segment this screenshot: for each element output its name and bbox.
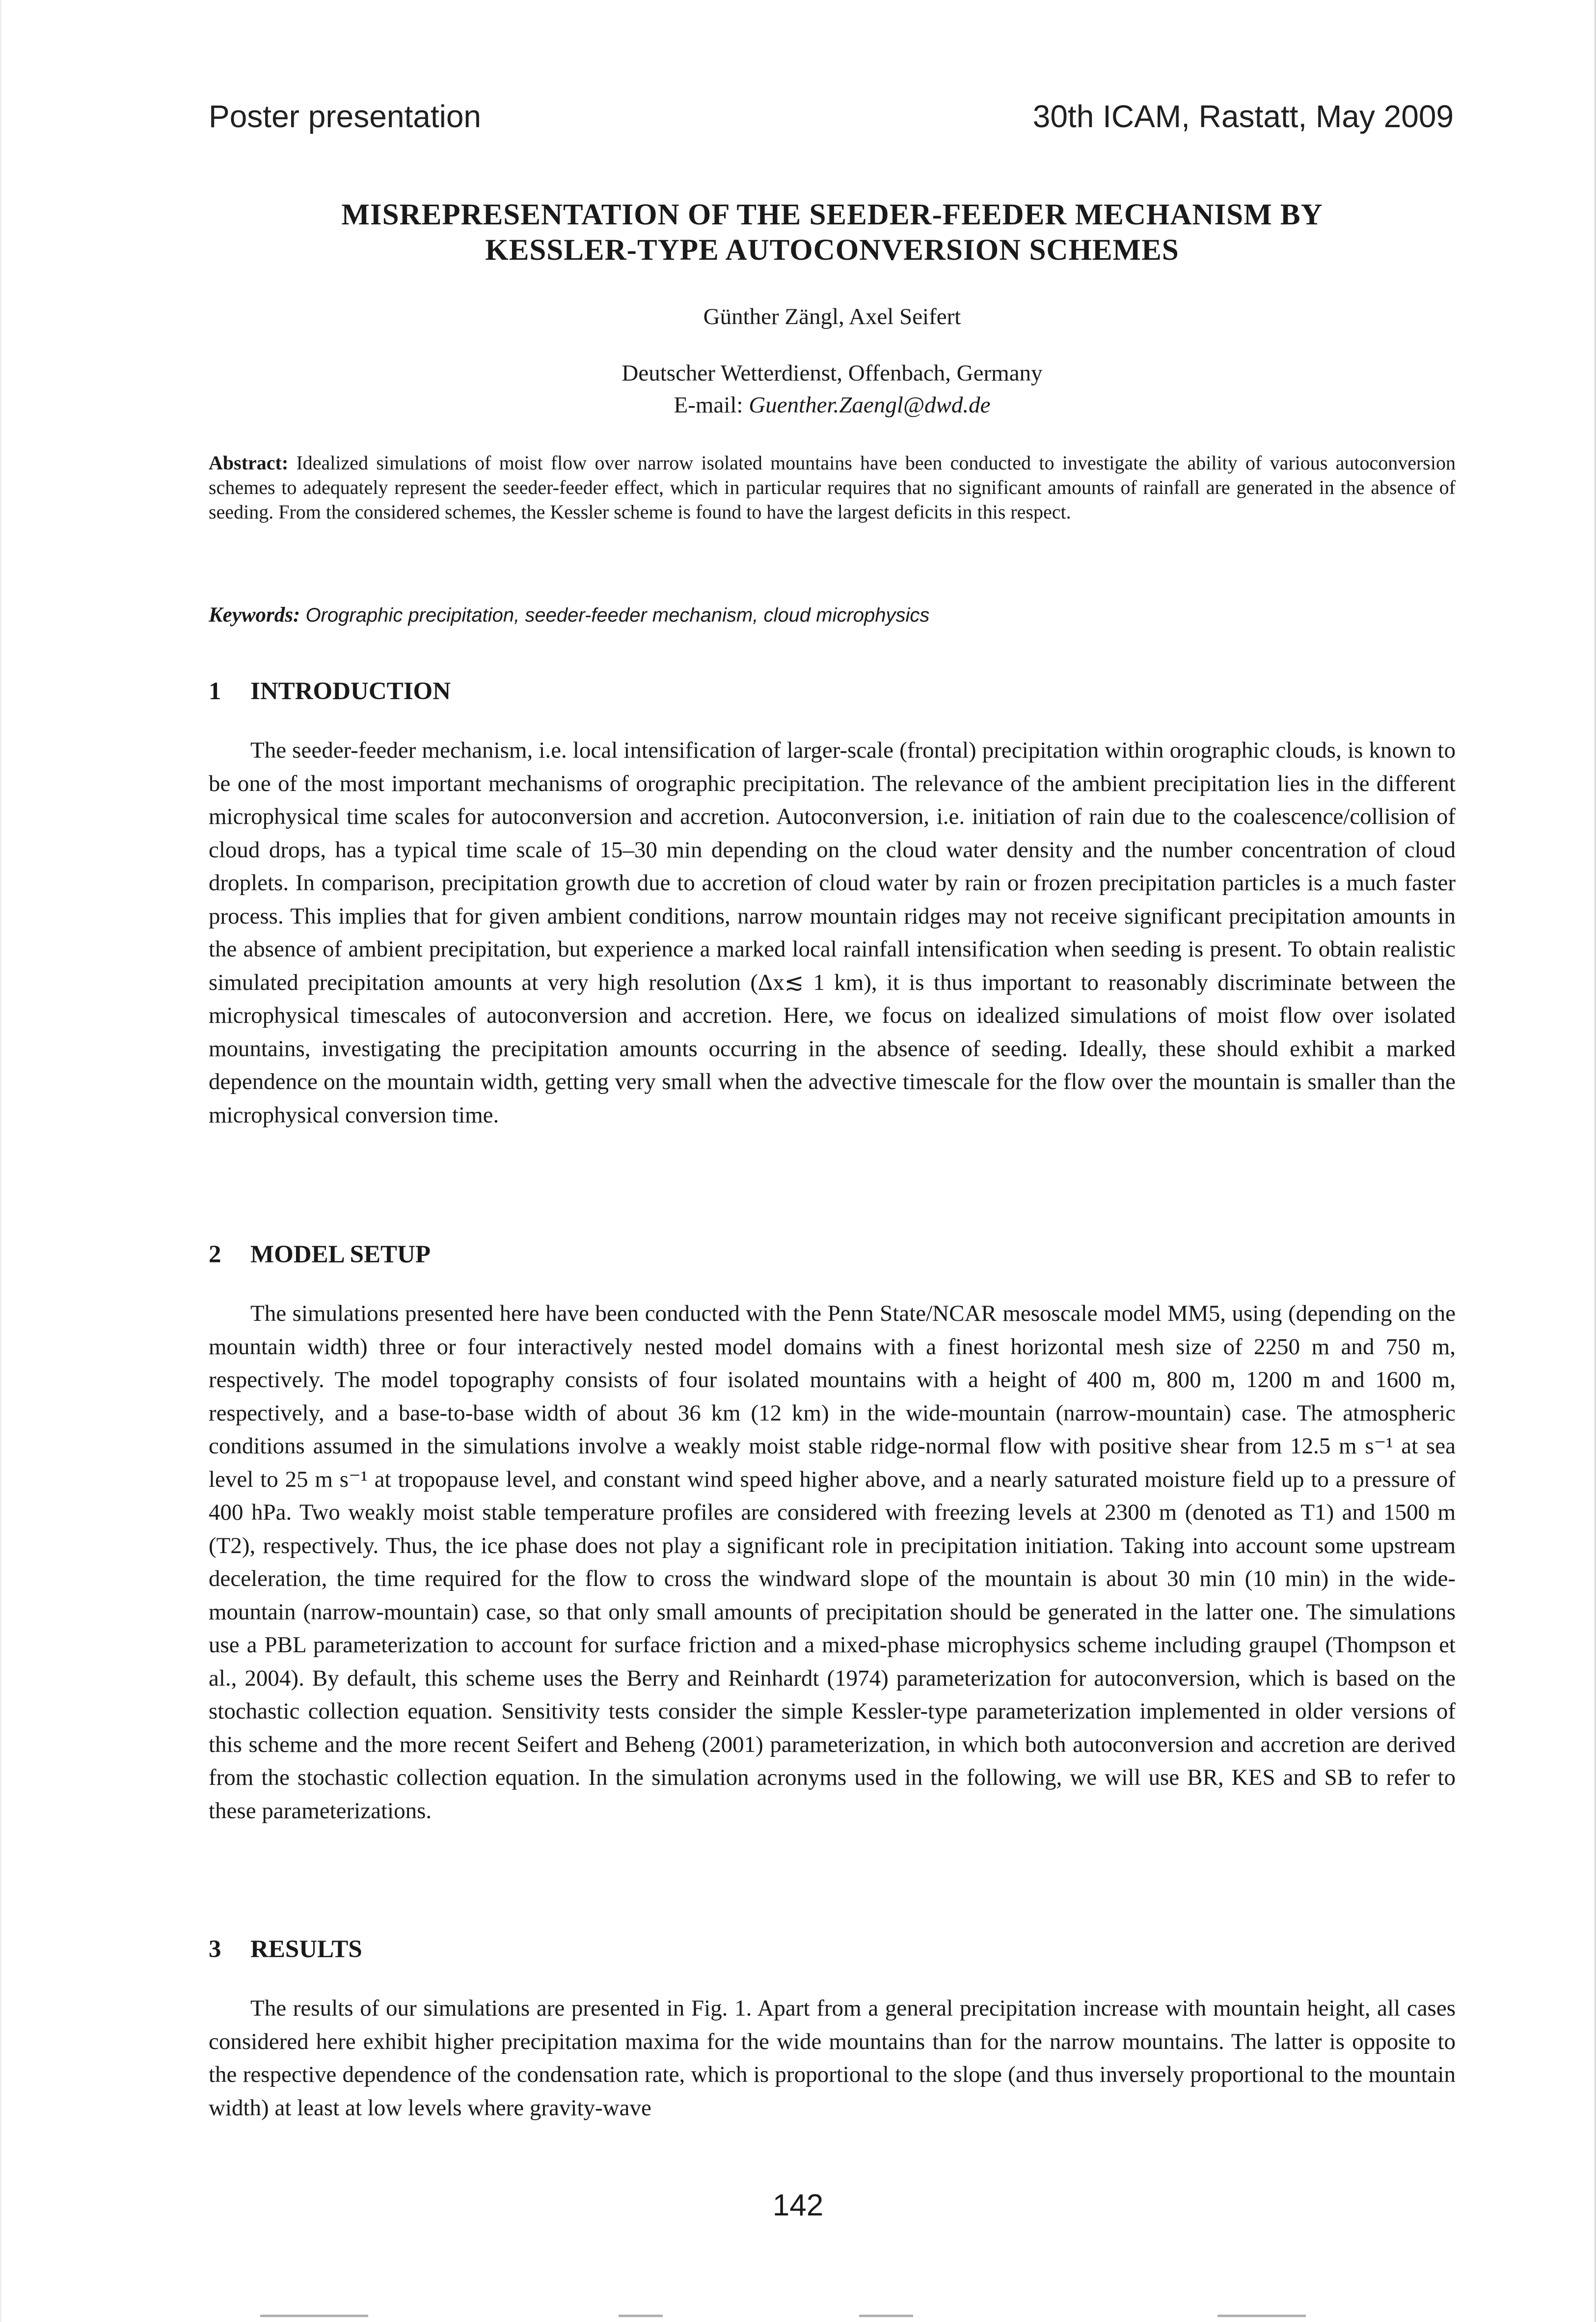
email <box>209 390 1456 420</box>
scan-edge-right <box>1594 0 1596 2322</box>
section-number: 2 <box>209 1241 221 1268</box>
section-title: RESULTS <box>250 1936 362 1963</box>
header-left: Poster presentation <box>209 99 481 134</box>
model-setup-paragraph: The simulations presented here have been conducted with the Penn State/NCAR mesoscale model MM5, using (depending on the mountain width) three or four interactively nested model domains with a finest horizontal mesh size of 2250 m and 750 m, respectively. The model topography consists of four isolated mountains with a height of 400 m, 800 m, 1200 m and 1600 m, respectively, and a base-to-base width of about 36 km (12 km) in the wide-mountain (narrow-mountain) case. The atmospheric conditions assumed in the simulations involve a weakly moist stable ridge-normal flow with positive shear from 12.5 m s⁻¹ at sea level to 25 m s⁻¹ at tropopause level, and constant wind speed higher above, and a nearly saturated moisture field up to a pressure of 400 hPa. Two weakly moist stable temperature profiles are considered with freezing levels at 2300 m (denoted as T1) and 1500 m (T2), respectively. Thus, the ice phase does not play a significant role in precipitation initiation. Taking into account some upstream deceleration, the time required for the flow to cross the windward slope of the mountain is about 30 min (10 min) in the wide-mountain (narrow-mountain) case, so that only small amounts of precipitation should be generated in the latter one. The simulations use a PBL parameterization to account for surface friction and a mixed-phase microphysics scheme including graupel (Thompson et al., 2004). By default, this scheme uses the Berry and Reinhardt (1974) parameterization for autoconversion, which is based on the stochastic collection equation. Sensitivity tests consider the simple Kessler-type parameterization implemented in older versions of this scheme and the more recent Seifert and Beheng (2001) parameterization, in which both autoconversion and accretion are derived from the stochastic collection equation. In the simulation acronyms used in the following, we will use BR, KES and SB to refer to these parameterizations. <box>209 1301 1456 1824</box>
abstract-label: Abstract: <box>209 452 289 474</box>
scan-mark <box>619 2315 663 2317</box>
scan-edge-left <box>0 0 1 2322</box>
scan-mark <box>260 2315 368 2317</box>
paper-title <box>209 197 1456 268</box>
scan-mark <box>859 2315 913 2317</box>
page-number: 142 <box>772 2188 824 2222</box>
email-label: E-mail: <box>674 392 749 418</box>
section-number: 3 <box>209 1936 221 1963</box>
keywords-text: Orographic precipitation, seeder-feeder mechanism, cloud microphysics <box>300 604 930 626</box>
section-heading-introduction <box>209 677 451 706</box>
abstract <box>209 451 1456 524</box>
section-heading-model-setup <box>209 1240 431 1269</box>
section-title: MODEL SETUP <box>250 1241 431 1268</box>
title-line-2: KESSLER-TYPE AUTOCONVERSION SCHEMES <box>485 234 1179 267</box>
authors: Günther Zängl, Axel Seifert <box>703 304 961 329</box>
results-paragraph: The results of our simulations are presented in Fig. 1. Apart from a general precipitation increase with mountain height, all cases considered here exhibit higher precipitation maxima for the wide mountains than for the narrow mountains. The latter is opposite to the respective dependence of the condensation rate, which is proportional to the slope (and thus inversely proportional to the mountain width) at least at low levels where gravity-wave <box>209 1995 1456 2121</box>
introduction-paragraph: The seeder-feeder mechanism, i.e. local intensification of larger-scale (frontal) precipitation within orographic clouds, is known to be one of the most important mechanisms of orographic precipitation. The relevance of the ambient precipitation lies in the different microphysical time scales for autoconversion and accretion. Autoconversion, i.e. initiation of rain due to the coalescence/collision of cloud drops, has a typical time scale of 15–30 min depending on the cloud water density and the number concentration of cloud droplets. In comparison, precipitation growth due to accretion of cloud water by rain or frozen precipitation particles is a much faster process. This implies that for given ambient conditions, narrow mountain ridges may not receive significant precipitation amounts in the absence of ambient precipitation, but experience a marked local rainfall intensification when seeding is present. To obtain realistic simulated precipitation amounts at very high resolution (Δx≲ 1 km), it is thus important to reasonably discriminate between the microphysical timescales of autoconversion and accretion. Here, we focus on idealized simulations of moist flow over isolated mountains, investigating the precipitation amounts occurring in the absence of seeding. Ideally, these should exhibit a marked dependence on the mountain width, getting very small when the advective timescale for the flow over the mountain is smaller than the microphysical conversion time. <box>209 738 1456 1128</box>
scan-mark <box>1217 2315 1306 2317</box>
section-number: 1 <box>209 678 221 705</box>
section-heading-results <box>209 1935 362 1964</box>
keywords <box>209 602 1456 628</box>
title-line-1: MISREPRESENTATION OF THE SEEDER-FEEDER MECHANISM BY <box>341 198 1323 231</box>
email-address[interactable]: Guenther.Zaengl@dwd.de <box>749 392 991 418</box>
abstract-text: Idealized simulations of moist flow over narrow isolated mountains have been conducted to investigate the ability of various autoconversion schemes to adequately represent the seeder-feeder effect, which in particular requires that no significant amounts of rainfall are generated in the absence of seeding. From the considered schemes, the Kessler scheme is found to have the largest deficits in this respect. <box>209 452 1456 523</box>
section-title: INTRODUCTION <box>250 678 451 705</box>
scan-bottom-marks <box>0 2315 1596 2318</box>
affiliation: Deutscher Wetterdienst, Offenbach, Germany <box>622 360 1043 386</box>
header-right: 30th ICAM, Rastatt, May 2009 <box>1032 99 1454 134</box>
keywords-label: Keywords: <box>209 603 300 627</box>
